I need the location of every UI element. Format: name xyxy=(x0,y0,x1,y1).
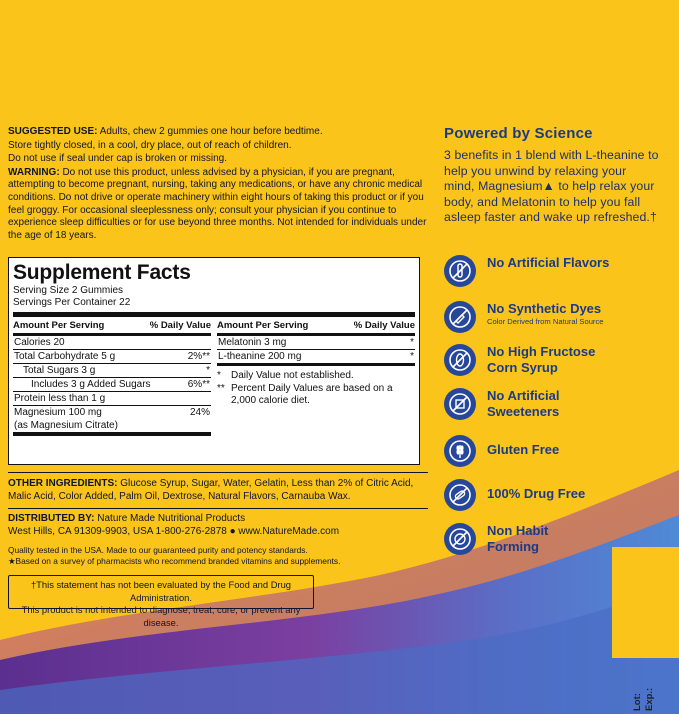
lot-exp-patch xyxy=(612,547,679,658)
distributed-label: DISTRIBUTED BY: xyxy=(8,513,95,524)
suggested-use-label: SUGGESTED USE: xyxy=(8,126,98,137)
benefit-item xyxy=(444,344,659,376)
warning-text: Do not use this product, unless advised by a physician, if you are pregnant, attempting to become pregnant, nursing, taking any medications, or have any chronic medical conditions. Do not drive or operate machinery within eight hours of taking this product or if you feel groggy. For occasional sleeplessness only; consult your physician if you continue to experience sleep difficulties or for use beyond three months. Not intended for individuals under the age of 18 years. xyxy=(8,166,427,241)
facts-row: Total Carbohydrate 5 g 2%** xyxy=(14,351,210,362)
benefit-label: Non Habit xyxy=(487,523,549,538)
benefit-label-2: Corn Syrup xyxy=(487,360,558,375)
benefit-label: No Artificial Flavors xyxy=(487,255,610,270)
facts-row: Calories 20 xyxy=(13,336,211,350)
header-dv: % Daily Value xyxy=(149,320,211,331)
servings-per-container: Servings Per Container 22 xyxy=(13,297,131,308)
supplement-facts-title: Supplement Facts xyxy=(13,261,191,284)
header-amount: Amount Per Serving xyxy=(13,320,105,331)
facts-divider xyxy=(13,312,415,317)
powered-by-science xyxy=(444,124,659,226)
usage-and-warning xyxy=(8,126,428,243)
capsule-icon xyxy=(444,479,476,511)
benefit-item xyxy=(444,388,659,420)
sweetener-packet-icon xyxy=(444,388,476,420)
facts-row: L-theanine 200 mg * xyxy=(217,350,415,366)
warning-label: WARNING: xyxy=(8,166,60,178)
header-amount-right: Amount Per Serving xyxy=(217,320,309,331)
distributed-address: West Hills, CA 91309-9903, USA 1-800-276-2878 ● www.NatureMade.com xyxy=(8,525,340,537)
other-ingredients-label: OTHER INGREDIENTS: xyxy=(8,478,118,489)
suggested-use-text: Adults, chew 2 gummies one hour before bedtime. xyxy=(97,126,323,137)
benefit-label: Gluten Free xyxy=(487,442,560,457)
section-divider xyxy=(8,508,428,509)
benefit-label: No Artificial xyxy=(487,388,560,403)
section-divider xyxy=(8,472,428,473)
seal-text: Do not use if seal under cap is broken or missing. xyxy=(8,153,227,165)
lot-exp-label: Lot: Exp.: xyxy=(632,687,655,711)
facts-row: Protein less than 1 g xyxy=(13,392,211,406)
facts-right-column xyxy=(217,319,415,436)
test-tube-icon xyxy=(444,255,476,287)
facts-row: Magnesium 100 mg 24% xyxy=(14,407,210,418)
header-dv-right: % Daily Value xyxy=(353,320,415,331)
other-ingredients-text: Glucose Syrup, Sugar, Water, Gelatin, Less than 2% of Citric Acid, Malic Acid, Color Added, Palm Oil, Dextrose, Natural Flavors, Carnauba Wax. xyxy=(8,478,414,502)
benefit-sub: Color Derived from Natural Source xyxy=(487,317,604,326)
storage-text: Store tightly closed, in a cool, dry place, out of reach of children. xyxy=(8,139,292,151)
benefit-item xyxy=(444,479,659,511)
facts-row: (as Magnesium Citrate) xyxy=(13,419,211,436)
fda-disclaimer: †This statement has not been evaluated by the Food and Drug Administration. This product is not intended to diagnose, treat, cure, or prevent any disease. xyxy=(8,575,314,609)
benefit-item xyxy=(444,255,659,287)
facts-row: Melatonin 3 mg * xyxy=(218,337,414,348)
dropper-icon xyxy=(444,301,476,333)
distributed-company: Nature Made Nutritional Products xyxy=(94,513,246,524)
benefit-label: No High Fructose xyxy=(487,344,596,359)
wheat-icon xyxy=(444,435,476,467)
benefit-label-2: Sweeteners xyxy=(487,404,560,419)
facts-footnotes: * Daily Value not established. ** Percent Daily Values are based on a 2,000 calorie diet. xyxy=(217,370,393,406)
benefit-item xyxy=(444,301,659,333)
supplement-facts-panel xyxy=(8,257,420,465)
benefit-label: 100% Drug Free xyxy=(487,486,586,501)
fine-print: Quality tested in the USA. Made to our guaranteed purity and potency standards. ★Based on a survey of pharmacists who recommend branded vitamins and supplements. xyxy=(8,545,341,566)
facts-row: Includes 3 g Added Sugars 6%** xyxy=(13,378,211,392)
science-body: 3 benefits in 1 blend with L-theanine to help you unwind by relaxing your mind, Magnesium▲ to help relax your body, and Melatonin to help you fall asleep faster and wake up refreshed.† xyxy=(444,148,659,225)
benefit-item xyxy=(444,435,659,467)
science-heading: Powered by Science xyxy=(444,125,593,142)
distributed-by xyxy=(8,513,428,538)
other-ingredients xyxy=(8,478,428,503)
benefit-label-2: Forming xyxy=(487,539,539,554)
corn-icon xyxy=(444,344,476,376)
benefit-label: No Synthetic Dyes xyxy=(487,301,602,316)
serving-size: Serving Size 2 Gummies xyxy=(13,285,124,296)
facts-left-column xyxy=(13,319,211,436)
no-habit-cycle-icon xyxy=(444,523,476,555)
facts-row: Total Sugars 3 g * xyxy=(13,364,211,378)
